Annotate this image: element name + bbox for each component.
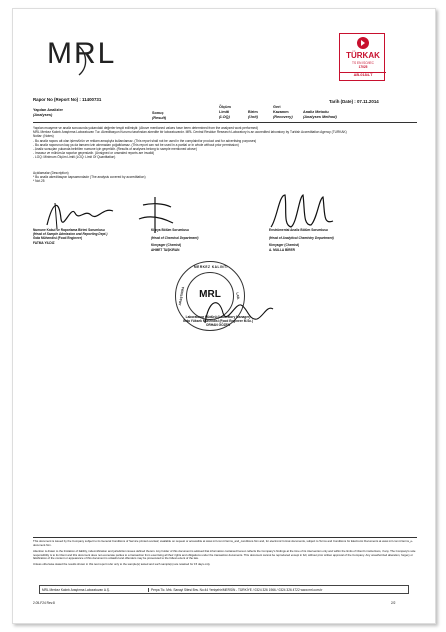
footer-terms-2: Attention is drawn to the limitation of liability, indemnification and jurisdiction issues defined therein. Any holder of this document is advised that information contained hereon reflects the Company's findings at the time of its intervention only and within the limits of Client's instructions, if any. The Company's sole responsibility is to its Client and this document does not exonerate parties to a transaction from exercising all their rights and obligations under the transaction documents. This document cannot be reproduced except in full, without prior written approval of the Company. Any unauthorized alteration, forgery or falsification of the content or appearance of this document is unlawful and offenders may be prosecuted to the fullest extent of the law. bbox=[33, 549, 416, 561]
col-result-en: (Result) bbox=[152, 115, 167, 120]
page-number: 2/2 bbox=[391, 601, 396, 605]
manager-block bbox=[153, 315, 283, 328]
col-loq-tr2: Limiti bbox=[219, 109, 230, 114]
footer-terms-3: Unless otherwise stated the results shown in this test report refer only to the sample(s) tested and such sample(s) are retained for 15 days only. bbox=[33, 561, 211, 566]
remarks-block bbox=[33, 171, 333, 184]
manager-name: ORHAN GÖZEN bbox=[206, 323, 230, 328]
signatory-1-role: Gıda Mühendisi (Food Engineer) bbox=[33, 236, 83, 241]
signatory-2-title: Kimya Bölüm Sorumlusu bbox=[151, 228, 189, 232]
mrl-logo: MRL bbox=[47, 37, 117, 70]
col-method bbox=[303, 110, 337, 120]
footer-top-rule bbox=[33, 537, 417, 538]
col-unit-en: (Unit) bbox=[248, 114, 258, 119]
signatory-3 bbox=[269, 228, 379, 252]
col-recovery bbox=[273, 105, 293, 119]
col-recovery-tr1: Geri bbox=[273, 105, 281, 109]
col-loq-tr1: Ölçüm bbox=[219, 105, 231, 109]
footer-address-box bbox=[39, 585, 409, 594]
seal-center-text: MRL bbox=[199, 289, 221, 300]
turkak-standard: TS EN ISO/IEC bbox=[352, 61, 374, 65]
col-unit-tr: Birim bbox=[248, 110, 258, 114]
signatory-1-name: FATMA YILDIZ bbox=[33, 240, 55, 245]
footer-company: MRL Merkez Kalıntı Araştırma Laboratuvarı A.Ş. bbox=[42, 588, 110, 592]
signatory-2-title-en: (Head of Chemical Department) bbox=[151, 236, 199, 241]
logo-swoosh-icon bbox=[73, 39, 113, 79]
note-line: - İmzasız ve mühürsüz raporlar geçersizdir. (Unsigned or unsealed reports are invalid) bbox=[33, 151, 155, 156]
remarks-line: * Bu analiz akreditasyon kapsamındadır (The analysis covered by accreditation) bbox=[33, 175, 146, 180]
col-analyses-en: (Analyses) bbox=[33, 112, 53, 117]
note-line: Yapılan muayene ve analiz sonucunda yukarıdaki değerler tespit edilmiştir. (Above mentioned values have been determined from the analyzed work performed) bbox=[33, 126, 258, 130]
footer-terms bbox=[33, 540, 417, 567]
seal-top-text: MERKEZ KALINTI bbox=[194, 265, 228, 269]
col-analyses bbox=[33, 108, 63, 118]
note-line: - Bu analiz raporunun kaç ya da tamamı izin alınmadan çoğaltılamaz. (This report can not be used in a partial or in whole without prior permission) bbox=[33, 142, 239, 147]
signatory-3-title-en: (Head of Analytical Chemistry Department) bbox=[269, 236, 334, 241]
col-recovery-en: (Recovery) bbox=[273, 114, 293, 119]
turkak-emblem-icon bbox=[355, 36, 371, 50]
signatory-2-name: AHMET TAŞKIRAN bbox=[151, 247, 180, 252]
notes-block bbox=[33, 126, 417, 160]
col-loq bbox=[219, 105, 231, 119]
signatory-1-title: Numune Kabul ve Raporlama Birimi Sorumlusu bbox=[33, 228, 105, 232]
remarks-title: Açıklamalar (Description) bbox=[33, 171, 69, 175]
turkak-code: AB-0184-T bbox=[340, 72, 386, 78]
col-result bbox=[152, 111, 166, 121]
note-line: - Bu analiz raporu ait olan işlem/ürün ve reklam amaçlıyla kullanılamaz. (This report shall not be used in the complaint/or product and for advertising purposes) bbox=[33, 138, 257, 143]
turkak-brand: TÜRKAK bbox=[346, 51, 380, 60]
signature-3-icon bbox=[263, 189, 343, 233]
footer-terms-1: This document is issued by the Company subject to its General Conditions of Service printed overleaf, available on request or accessible at www.mrl.com.tr/terms_and_conditions.htm and, for electronic format documents, subject to Terms and Conditions for Electronic Documents at www.mrl.com.tr/terms_e-document.htm. bbox=[33, 539, 414, 547]
remarks-line: * Not.25 bbox=[33, 179, 45, 184]
note-line: - Analiz sonuçları yukarıda belirtilen numune için geçerlidir. (Results of analyses belong to sample mentioned above) bbox=[33, 147, 197, 152]
turkak-accreditation-logo bbox=[339, 33, 385, 81]
report-page bbox=[12, 8, 436, 624]
signatory-1 bbox=[33, 228, 125, 245]
col-method-en: (Analyses Method) bbox=[303, 114, 337, 119]
seal-left-text: ARAŞTIRMA bbox=[177, 286, 186, 306]
col-unit bbox=[248, 110, 258, 120]
col-result-tr: Sonuç bbox=[152, 111, 164, 115]
signatory-3-role: Kimyager (Chemist) bbox=[269, 243, 300, 248]
table-header-rule bbox=[33, 122, 417, 123]
col-loq-en: (LOQ) bbox=[219, 114, 230, 119]
signatory-3-name: A. MULLA BİRER bbox=[269, 247, 295, 252]
col-analyses-tr: Yapılan Analizler bbox=[33, 108, 64, 112]
report-date: Tarih (Date) : 07.11.2014 bbox=[329, 99, 379, 104]
col-method-tr: Analiz Metodu bbox=[303, 110, 329, 114]
footer-address: Perpa Tic. Mrk. Sanayi Sitesi Bnv. No:44 Yenişehir/MERSİN - TÜRKİYE / 0324 326 1966 / 0324 326 4722 www.mrl.com.tr bbox=[148, 588, 408, 592]
turkak-standard-number: 17025 bbox=[358, 65, 368, 69]
signatory-3-title: Enstrümental Analiz Bölüm Sorumlusu bbox=[269, 228, 328, 232]
signatory-1-title-en: (Head of Sample Admission and Reporting Dept.) bbox=[33, 232, 108, 237]
form-code: 2.05-F24 Rev.8 bbox=[33, 601, 55, 605]
seal-right-text: LAB. bbox=[235, 292, 241, 301]
report-number: Rapor No (Report No) : 11400731 bbox=[33, 97, 102, 102]
signatory-2-role: Kimyager (Chemist) bbox=[151, 243, 182, 248]
signatory-2 bbox=[151, 228, 241, 252]
col-recovery-tr2: Kazanım bbox=[273, 109, 289, 114]
note-line: - LOQ: Minimum Ölçüm Limiti (LOQ: Limit Of Quantitation) bbox=[33, 155, 116, 160]
manager-degree: Gıda Yüksek Mühendisi (Food Engineer M.Sc.) bbox=[182, 319, 254, 324]
note-line: MRL Merkez Kalıntı Araştırma Laboratuvarı Tur. Akreditasyon Kurumu tarafından akredite bir laboratuvardır. MRL Central Residue Research Laboratory is an accredited laboratory by Turkish Accreditation Agency (TURKAK) bbox=[33, 130, 347, 135]
note-line: Notlar: (Notes) bbox=[33, 134, 54, 139]
manager-title: Laboratuvar Müdürü (Laboratory Manager) bbox=[185, 315, 251, 319]
